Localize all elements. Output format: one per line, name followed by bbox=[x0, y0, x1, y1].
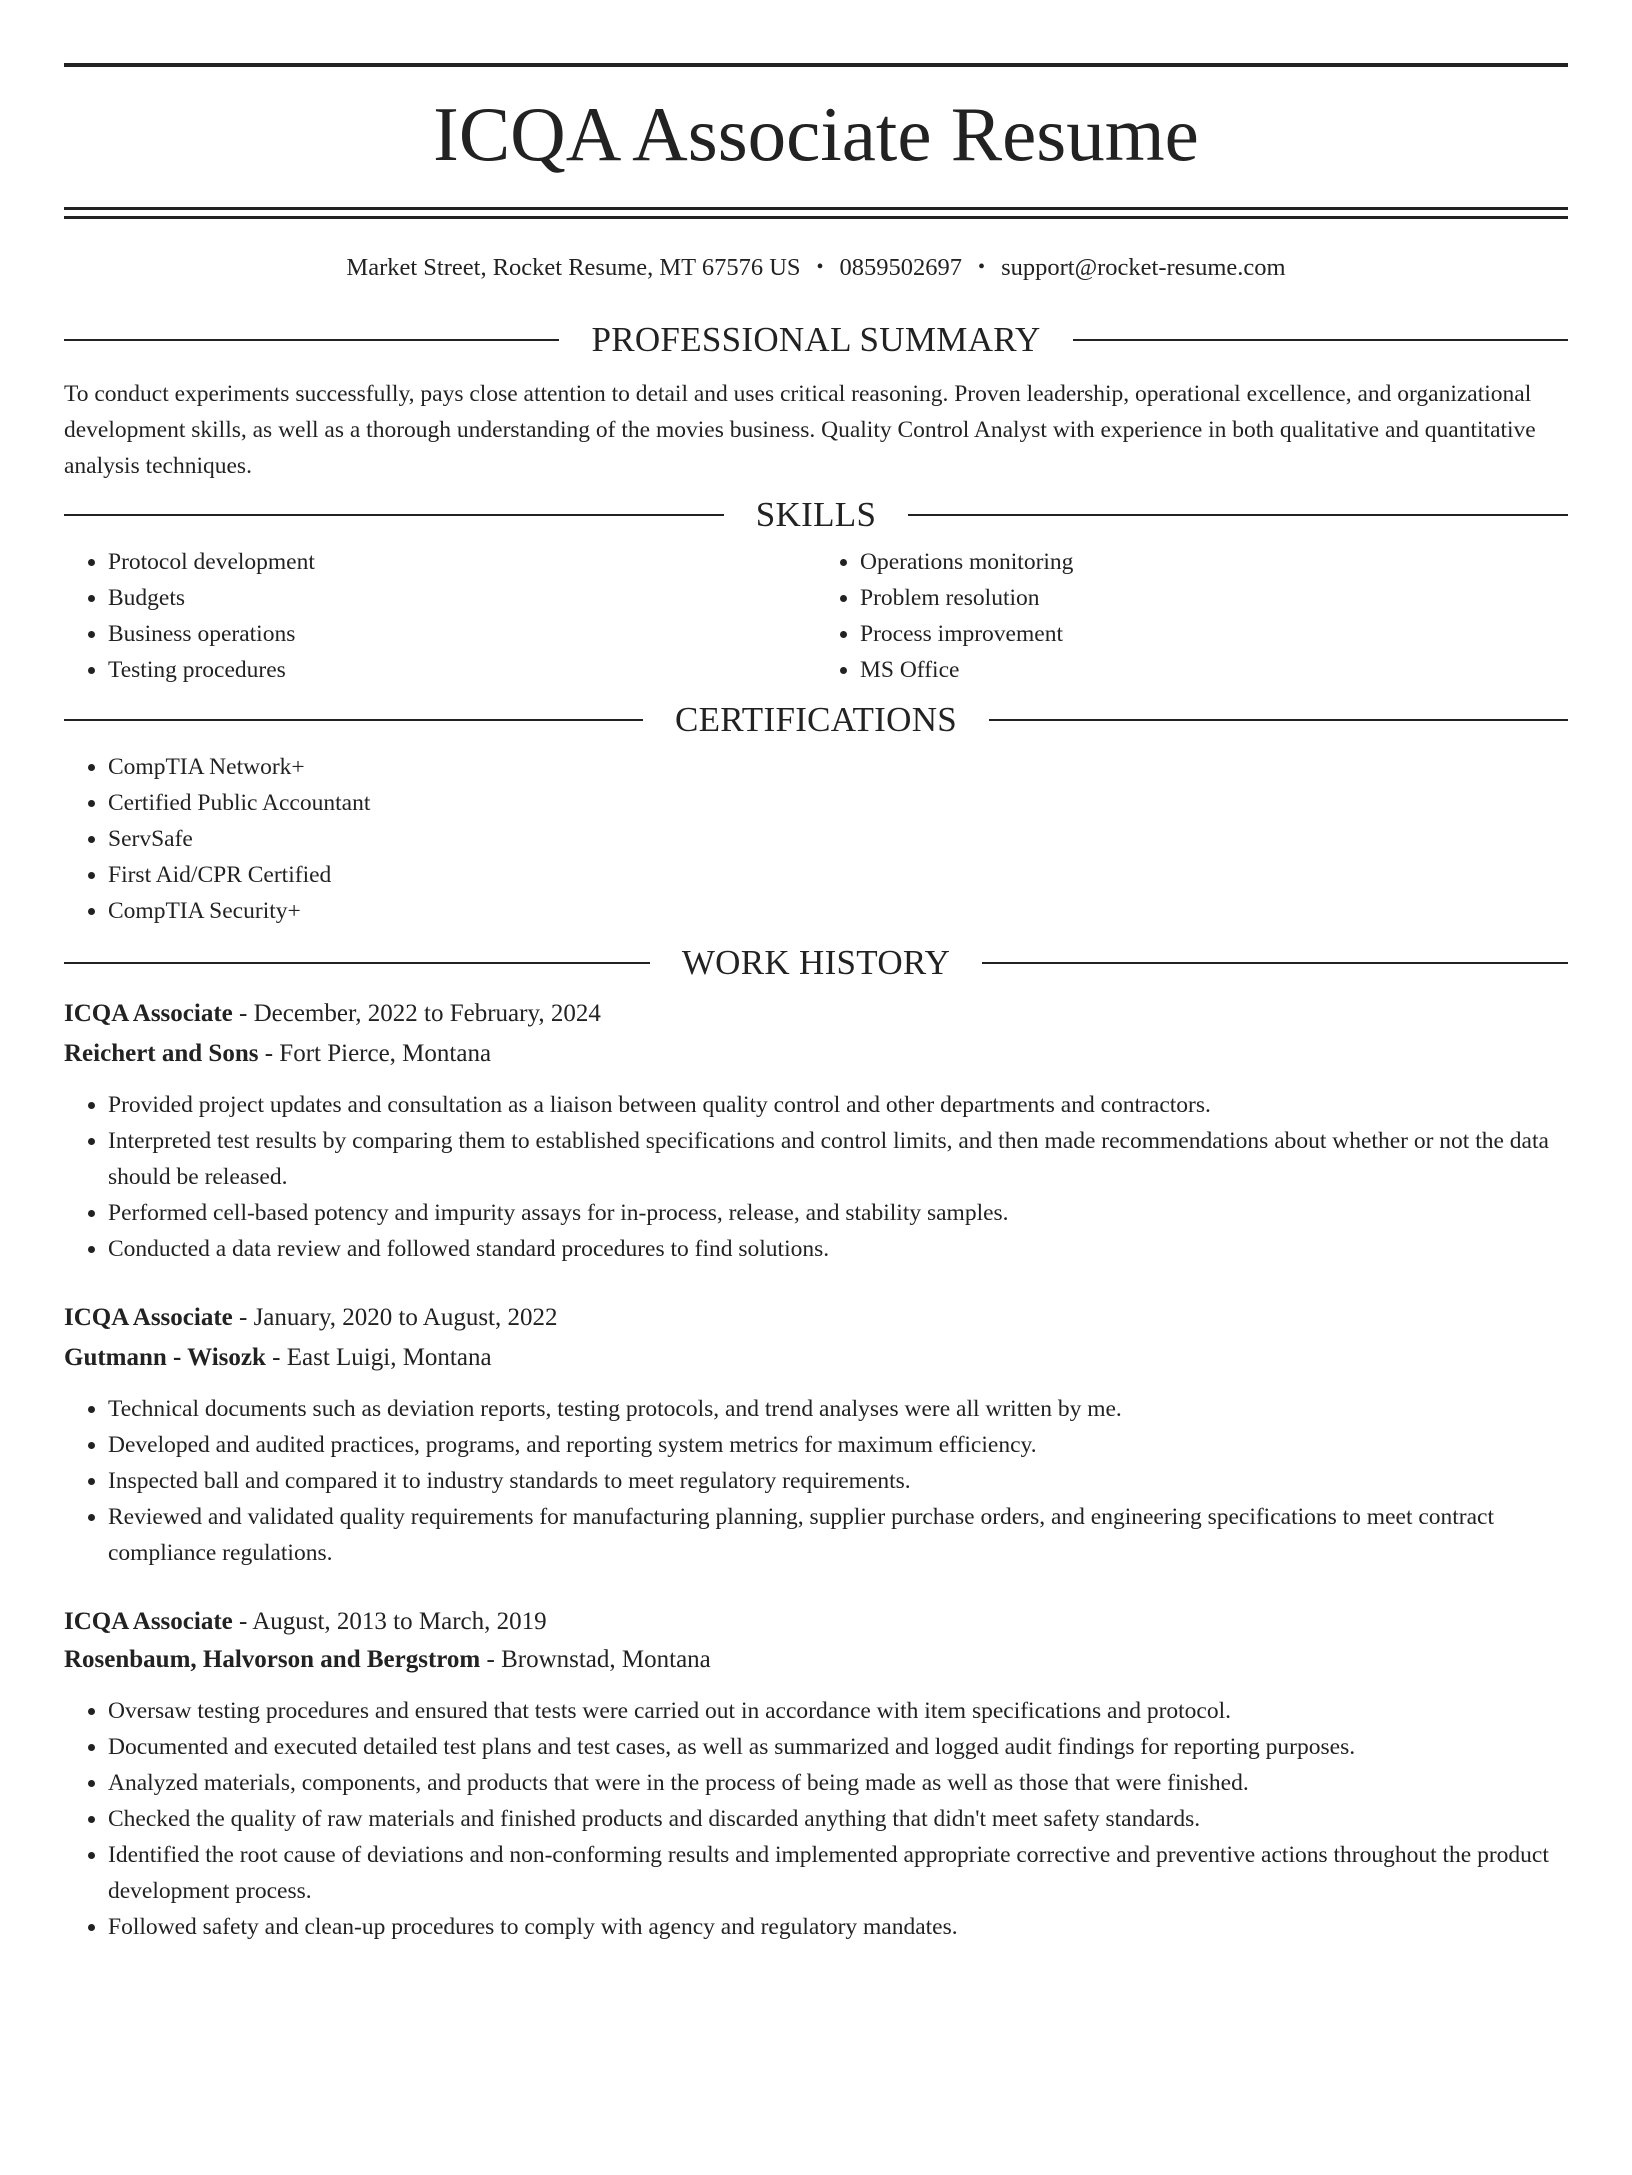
job-entry bbox=[64, 1603, 1568, 1945]
job-company-line: Gutmann - Wisozk - East Luigi, Montana bbox=[64, 1344, 492, 1371]
job-bullets bbox=[64, 1693, 1568, 1945]
job-entry bbox=[64, 1299, 1568, 1571]
job-bullet: • Followed safety and clean-up procedures to comply with agency and regulatory mandates. bbox=[108, 1909, 1568, 1945]
section-title-skills: SKILLS bbox=[755, 495, 877, 534]
skill-item: • Testing procedures bbox=[108, 652, 816, 688]
job-bullet: • Conducted a data review and followed standard procedures to find solutions. bbox=[108, 1231, 1568, 1267]
certification-item: • ServSafe bbox=[108, 821, 1568, 857]
heading-rule bbox=[908, 514, 1568, 516]
section-title-certifications: CERTIFICATIONS bbox=[674, 700, 958, 739]
certifications-list bbox=[64, 749, 1568, 929]
heading-rule bbox=[64, 962, 650, 964]
certification-item: • CompTIA Network+ bbox=[108, 749, 1568, 785]
job-bullet: • Technical documents such as deviation reports, testing protocols, and trend analyses were all written by me. bbox=[108, 1391, 1568, 1427]
skills-grid bbox=[64, 544, 1568, 688]
job-company-line: Reichert and Sons - Fort Pierce, Montana bbox=[64, 1040, 492, 1067]
job-title-line: ICQA Associate - August, 2013 to March, 2019 bbox=[64, 1608, 547, 1635]
heading-rule bbox=[64, 719, 643, 721]
job-bullets bbox=[64, 1391, 1568, 1571]
job-location: Fort Pierce, Montana bbox=[279, 1040, 492, 1067]
title-double-rule bbox=[64, 207, 1568, 219]
job-title: ICQA Associate bbox=[64, 1000, 233, 1027]
job-title: ICQA Associate bbox=[64, 1304, 233, 1331]
job-bullet: • Reviewed and validated quality requirements for manufacturing planning, supplier purchase orders, and engineering specifications to meet contract compliance regulations. bbox=[108, 1499, 1568, 1571]
certification-item: • First Aid/CPR Certified bbox=[108, 857, 1568, 893]
skill-item: • Process improvement bbox=[860, 616, 1568, 652]
job-location: Brownstad, Montana bbox=[501, 1646, 711, 1673]
section-title-work-history: WORK HISTORY bbox=[681, 943, 951, 982]
job-bullet: • Inspected ball and compared it to industry standards to meet regulatory requirements. bbox=[108, 1463, 1568, 1499]
job-bullet: • Interpreted test results by comparing them to established specifications and control limits, and then made recommendations about whether or not the data should be released. bbox=[108, 1123, 1568, 1195]
heading-rule bbox=[64, 514, 724, 516]
contact-address: Market Street, Rocket Resume, MT 67576 US bbox=[346, 254, 801, 281]
contact-line bbox=[64, 253, 1568, 283]
job-dates: December, 2022 to February, 2024 bbox=[253, 1000, 601, 1027]
job-bullet: • Provided project updates and consultation as a liaison between quality control and other departments and contractors. bbox=[108, 1087, 1568, 1123]
section-heading-certifications bbox=[64, 700, 1568, 740]
skill-item: • Budgets bbox=[108, 580, 816, 616]
job-dates: August, 2013 to March, 2019 bbox=[252, 1608, 547, 1635]
heading-rule bbox=[1073, 339, 1568, 341]
job-title-line: ICQA Associate - December, 2022 to February, 2024 bbox=[64, 1000, 601, 1027]
skill-item: • Problem resolution bbox=[860, 580, 1568, 616]
skill-item: • Business operations bbox=[108, 616, 816, 652]
contact-phone: 0859502697 bbox=[839, 254, 963, 281]
contact-separator: • bbox=[816, 256, 824, 278]
resume-page bbox=[0, 63, 1632, 2175]
job-company: Gutmann - Wisozk bbox=[64, 1344, 266, 1371]
heading-rule bbox=[989, 719, 1568, 721]
job-bullet: • Developed and audited practices, programs, and reporting system metrics for maximum efficiency. bbox=[108, 1427, 1568, 1463]
contact-separator: • bbox=[978, 256, 986, 278]
section-title-summary: PROFESSIONAL SUMMARY bbox=[591, 320, 1041, 359]
job-company: Rosenbaum, Halvorson and Bergstrom bbox=[64, 1646, 481, 1673]
contact-email: support@rocket-resume.com bbox=[1001, 254, 1286, 281]
skill-item: • Operations monitoring bbox=[860, 544, 1568, 580]
skill-item: • MS Office bbox=[860, 652, 1568, 688]
job-dates: January, 2020 to August, 2022 bbox=[253, 1304, 558, 1331]
skills-list-right bbox=[816, 544, 1568, 688]
job-bullet: • Oversaw testing procedures and ensured that tests were carried out in accordance with item specifications and protocol. bbox=[108, 1693, 1568, 1729]
skills-list-left bbox=[64, 544, 816, 688]
job-bullets bbox=[64, 1087, 1568, 1267]
job-company-line: Rosenbaum, Halvorson and Bergstrom - Brownstad, Montana bbox=[64, 1646, 711, 1673]
heading-rule bbox=[982, 962, 1568, 964]
skill-item: • Protocol development bbox=[108, 544, 816, 580]
job-company: Reichert and Sons bbox=[64, 1040, 259, 1067]
job-title-line: ICQA Associate - January, 2020 to August, 2022 bbox=[64, 1304, 558, 1331]
certification-item: • CompTIA Security+ bbox=[108, 893, 1568, 929]
resume-title: ICQA Associate Resume bbox=[433, 91, 1199, 177]
heading-rule bbox=[64, 339, 559, 341]
job-entry bbox=[64, 995, 1568, 1267]
job-bullet: • Identified the root cause of deviations and non-conforming results and implemented appropriate corrective and preventive actions throughout the product development process. bbox=[108, 1837, 1568, 1909]
section-heading-work-history bbox=[64, 943, 1568, 983]
job-bullet: • Analyzed materials, components, and products that were in the process of being made as well as those that were finished. bbox=[108, 1765, 1568, 1801]
certification-item: • Certified Public Accountant bbox=[108, 785, 1568, 821]
job-bullet: • Checked the quality of raw materials and finished products and discarded anything that didn't meet safety standards. bbox=[108, 1801, 1568, 1837]
job-bullet: • Documented and executed detailed test plans and test cases, as well as summarized and logged audit findings for reporting purposes. bbox=[108, 1729, 1568, 1765]
section-heading-summary bbox=[64, 320, 1568, 360]
job-title: ICQA Associate bbox=[64, 1608, 233, 1635]
summary-text: To conduct experiments successfully, pays close attention to detail and uses critical reasoning. Proven leadership, operational excellence, and organizational development skills, as well as a thorough understanding of the movies business. Quality Control Analyst with experience in both qualitative and quantitative analysis techniques. bbox=[64, 381, 1536, 479]
job-bullet: • Performed cell-based potency and impurity assays for in-process, release, and stability samples. bbox=[108, 1195, 1568, 1231]
section-heading-skills bbox=[64, 495, 1568, 535]
job-location: East Luigi, Montana bbox=[286, 1344, 492, 1371]
